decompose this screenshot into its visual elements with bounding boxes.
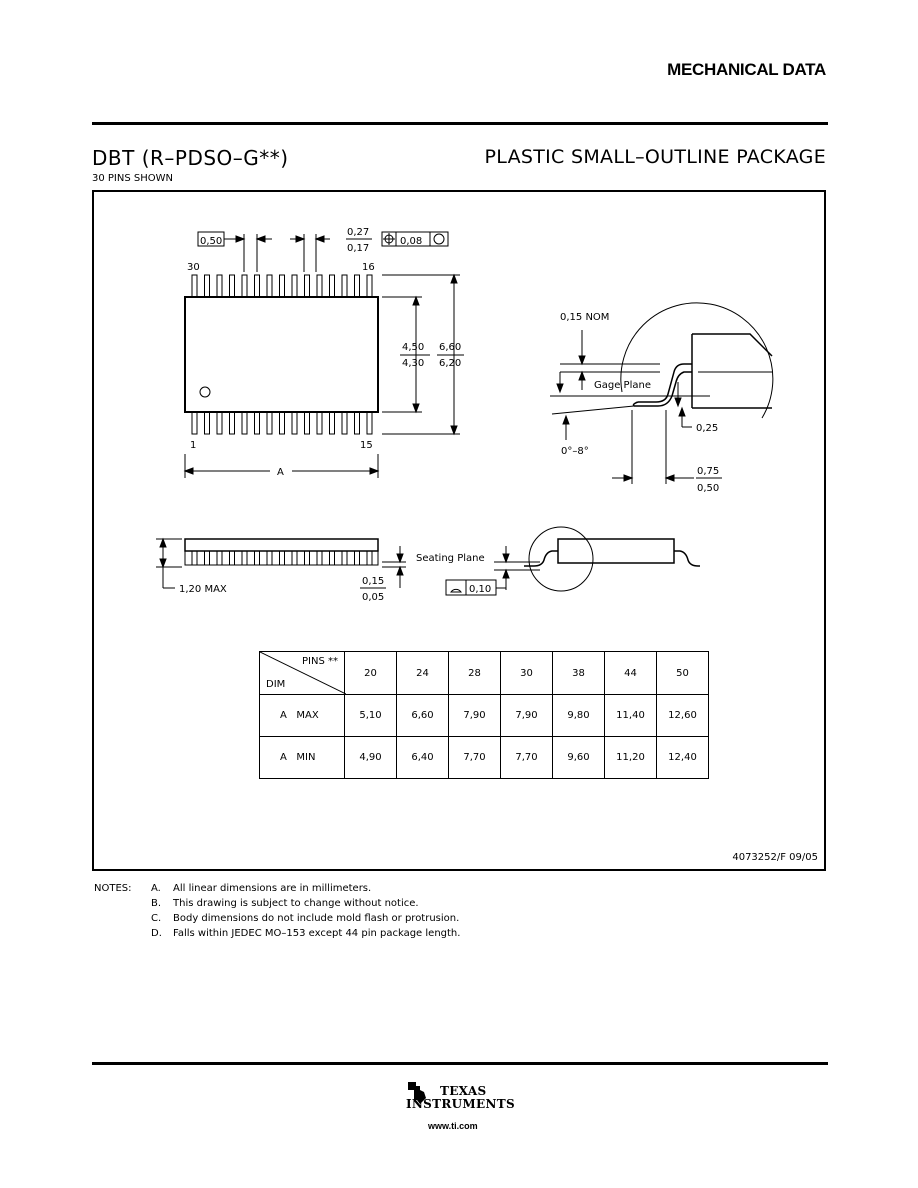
lead-top [205,275,210,297]
lead-bottom [317,412,322,434]
table-cell: 6,60 [397,695,449,737]
lead-side [367,551,372,565]
flatness-symbol-icon [451,589,461,592]
overall-width-min: 6,20 [439,358,462,369]
notes-section [94,881,460,941]
dim-header: DIM [266,679,286,690]
lead-top [280,275,285,297]
lead-bottom [280,412,285,434]
top-leads [192,275,372,297]
lead-top [255,275,260,297]
lead-top [355,275,360,297]
lead-top [305,275,310,297]
row-label-a-max: A MAX [260,695,345,737]
pins-shown-note: 30 PINS SHOWN [92,173,173,184]
pins-col-24: 24 [397,652,449,695]
pins-col-38: 38 [553,652,605,695]
lead-bottom [242,412,247,434]
ti-logo-line2: INSTRUMENTS [406,1097,515,1111]
table-header-row [260,652,709,695]
standoff-min: 0,05 [362,592,385,603]
row-label-a-min: A MIN [260,737,345,779]
pin16-label: 16 [362,262,375,273]
position-tolerance: 0,08 [400,236,423,247]
table-row [260,737,709,779]
note-item: D. Falls within JEDEC MO–153 except 44 pin package length. [151,928,461,939]
lead-top [330,275,335,297]
lead-side [255,551,260,565]
lead-side [342,551,347,565]
lead-width-max: 0,27 [347,227,370,238]
pins-header: PINS ** [302,656,338,667]
pins-col-50: 50 [657,652,709,695]
footer-rule [92,1062,828,1065]
table-cell: 7,70 [449,737,501,779]
foot-length-min: 0,50 [697,483,720,494]
dimension-table [259,651,709,779]
lead-bottom [267,412,272,434]
lead-side [230,551,235,565]
pins-col-28: 28 [449,652,501,695]
note-item: NOTES: A. All linear dimensions are in millimeters. [94,883,372,894]
lead-top [367,275,372,297]
lead-side [292,551,297,565]
pins-col-44: 44 [605,652,657,695]
pitch-label: 0,50 [200,236,223,247]
overall-width-max: 6,60 [439,342,462,353]
lead-bottom [205,412,210,434]
coplanarity-value: 0,10 [469,584,492,595]
table-row [260,695,709,737]
table-cell: 9,80 [553,695,605,737]
ti-logo-line1: TEXAS [440,1084,487,1098]
package-body-side-view [185,539,378,551]
document-number: 4073252/F 09/05 [732,852,818,863]
table-cell: 5,10 [345,695,397,737]
lead-bottom [330,412,335,434]
lead-bottom [355,412,360,434]
table-cell: 7,90 [449,695,501,737]
standoff-max: 0,15 [362,576,385,587]
gage-nom-label: 0,15 NOM [560,312,610,323]
notes-label: NOTES: [94,883,132,894]
foot-length-max: 0,75 [697,466,720,477]
lead-width-min: 0,17 [347,243,370,254]
lead-side [280,551,285,565]
package-description: PLASTIC SMALL–OUTLINE PACKAGE [484,146,826,168]
lead-top [317,275,322,297]
lead-top [267,275,272,297]
dim-a-label: A [277,467,284,478]
table-cell: 6,40 [397,737,449,779]
lead-side [217,551,222,565]
package-name: DBT (R–PDSO–G**) [92,146,289,170]
side-leads [192,551,372,565]
lead-bottom [292,412,297,434]
table-cell: 11,40 [605,695,657,737]
note-item: C. Body dimensions do not include mold flash or protrusion. [151,913,460,924]
bottom-leads [192,412,372,434]
pin30-label: 30 [187,262,200,273]
lead-side [330,551,335,565]
height-max-label: 1,20 MAX [179,584,227,595]
table-cell: 7,70 [501,737,553,779]
lead-top [242,275,247,297]
lead-bottom [255,412,260,434]
lead-side [192,551,197,565]
table-corner-cell [260,652,345,695]
package-body-top-view [185,297,378,412]
seating-plane-label: Seating Plane [416,553,485,564]
lead-top [230,275,235,297]
lead-bottom [217,412,222,434]
pin15-label: 15 [360,440,373,451]
table-cell: 11,20 [605,737,657,779]
table-cell: 4,90 [345,737,397,779]
page-header-title: MECHANICAL DATA [667,60,826,79]
lead-bottom [230,412,235,434]
lead-top [192,275,197,297]
body-width-max: 4,50 [402,342,425,353]
table-cell: 12,40 [657,737,709,779]
note-item: B. This drawing is subject to change without notice. [151,898,419,909]
gage-plane-label: Gage Plane [594,380,651,391]
lead-bottom [192,412,197,434]
angle-label: 0°–8° [561,446,589,457]
lead-side [205,551,210,565]
lead-side [242,551,247,565]
lead-top [292,275,297,297]
lead-side [317,551,322,565]
lead-side [267,551,272,565]
gage-height-label: 0,25 [696,423,719,434]
lead-bottom [342,412,347,434]
lead-top [217,275,222,297]
lead-bottom [367,412,372,434]
lead-side [305,551,310,565]
lead-top [342,275,347,297]
lead-bottom [305,412,310,434]
mmc-symbol-icon [434,234,444,244]
pin1-marker [200,387,210,397]
pin1-label: 1 [190,440,197,451]
pins-col-20: 20 [345,652,397,695]
table-cell: 7,90 [501,695,553,737]
table-cell: 9,60 [553,737,605,779]
pins-col-30: 30 [501,652,553,695]
lead-side [355,551,360,565]
table-cell: 12,60 [657,695,709,737]
footer-url[interactable]: www.ti.com [428,1121,478,1131]
body-width-min: 4,30 [402,358,425,369]
